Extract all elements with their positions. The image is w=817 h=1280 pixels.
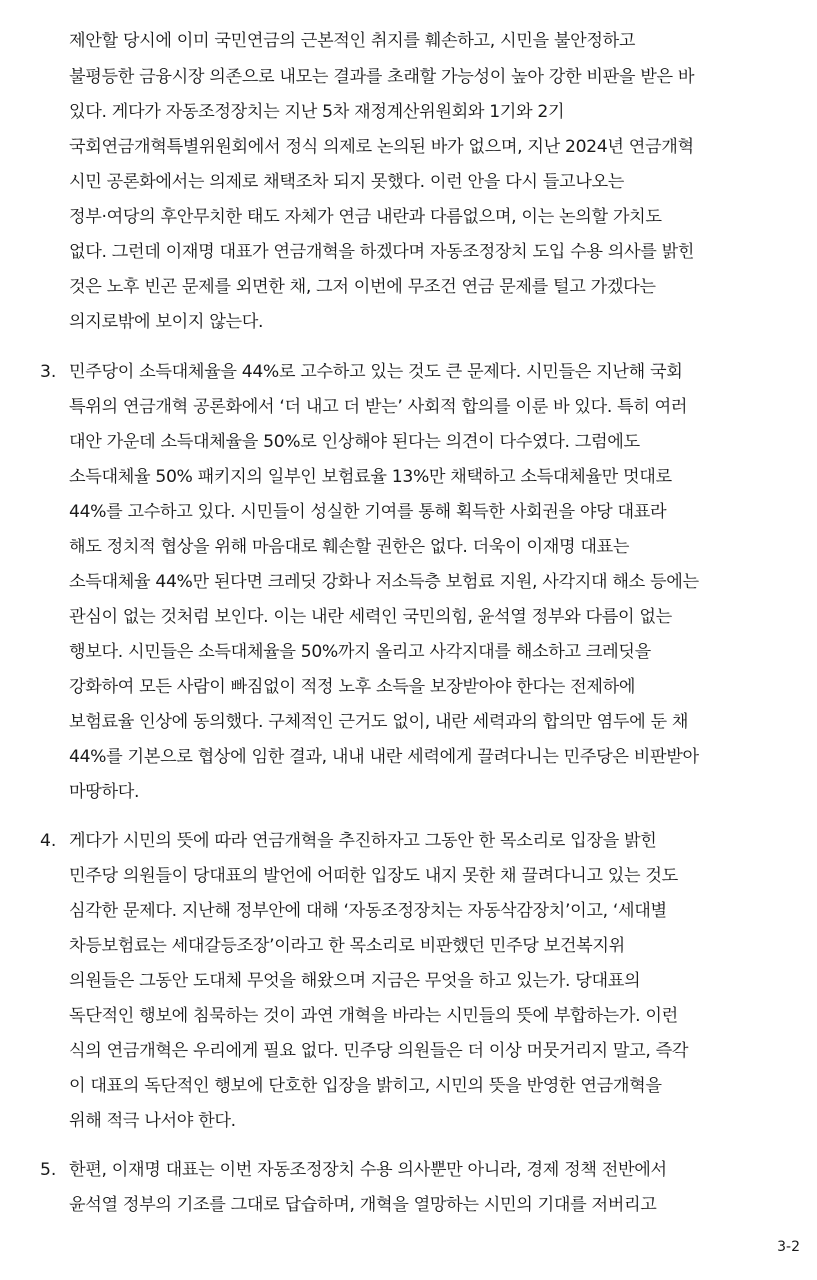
text-line: 민주당이 소득대체율을 44%로 고수하고 있는 것도 큰 문제다. 시민들은 지난해 국회 (69, 362, 683, 382)
item-number: 5. (40, 1160, 57, 1180)
text-line: 없다. 그런데 이재명 대표가 연금개혁을 하겠다며 자동조정장치 도입 수용 의사를 밝힌 (69, 242, 695, 262)
text-line: 소득대체율 44%만 된다면 크레딧 강화나 저소득층 보험료 지원, 사각지대 해소 등에는 (69, 572, 699, 592)
text-line: 국회연금개혁특별위원회에서 정식 의제로 논의된 바가 없으며, 지난 2024년 연금개혁 (69, 137, 694, 157)
text-line: 행보다. 시민들은 소득대체율을 50%까지 올리고 사각지대를 해소하고 크레딧을 (69, 642, 651, 662)
text-line: 민주당 의원들이 당대표의 발언에 어떠한 입장도 내지 못한 채 끌려다니고 있는 것도 (69, 866, 678, 886)
text-line: 심각한 문제다. 지난해 정부안에 대해 ‘자동조정장치는 자동삭감장치’이고, ‘세대별 (69, 901, 667, 921)
text-line: 식의 연금개혁은 우리에게 필요 없다. 민주당 의원들은 더 이상 머뭇거리지 말고, 즉각 (69, 1041, 689, 1061)
text-line: 있다. 게다가 자동조정장치는 지난 5차 재정계산위원회와 1기와 2기 (69, 102, 565, 122)
text-line: 것은 노후 빈곤 문제를 외면한 채, 그저 이번에 무조건 연금 문제를 털고 가겠다는 (69, 277, 656, 297)
text-line: 관심이 없는 것처럼 보인다. 이는 내란 세력인 국민의힘, 윤석열 정부와 다름이 없는 (69, 607, 672, 627)
item-number: 3. (40, 362, 57, 382)
text-line: 한편, 이재명 대표는 이번 자동조정장치 수용 의사뿐만 아니라, 경제 정책 전반에서 (69, 1160, 667, 1180)
text-line: 제안할 당시에 이미 국민연금의 근본적인 취지를 훼손하고, 시민을 불안정하고 (69, 31, 636, 51)
page-number: 3-2 (777, 1239, 800, 1255)
text-line: 위해 적극 나서야 한다. (69, 1111, 236, 1131)
text-line: 대안 가운데 소득대체율을 50%로 인상해야 된다는 의견이 다수였다. 그럼에도 (69, 432, 640, 452)
text-line: 게다가 시민의 뜻에 따라 연금개혁을 추진하자고 그동안 한 목소리로 입장을 밝힌 (69, 831, 657, 851)
text-line: 시민 공론화에서는 의제로 채택조차 되지 못했다. 이런 안을 다시 들고나오는 (69, 172, 624, 192)
text-line: 보험료율 인상에 동의했다. 구체적인 근거도 없이, 내란 세력과의 합의만 염두에 둔 채 (69, 712, 689, 732)
text-line: 이 대표의 독단적인 행보에 단호한 입장을 밝히고, 시민의 뜻을 반영한 연금개혁을 (69, 1076, 662, 1096)
text-line: 44%를 기본으로 협상에 임한 결과, 내내 내란 세력에게 끌려다니는 민주당은 비판받아 (69, 747, 699, 767)
text-line: 소득대체율 50% 패키지의 일부인 보험료율 13%만 채택하고 소득대체율만 멋대로 (69, 467, 672, 487)
text-line: 윤석열 정부의 기조를 그대로 답습하며, 개혁을 열망하는 시민의 기대를 저버리고 (69, 1195, 657, 1215)
text-line: 불평등한 금융시장 의존으로 내모는 결과를 초래할 가능성이 높아 강한 비판을 받은 바 (69, 67, 695, 87)
text-line: 마땅하다. (69, 782, 140, 802)
item-number: 4. (40, 831, 57, 851)
text-line: 독단적인 행보에 침묵하는 것이 과연 개혁을 바라는 시민들의 뜻에 부합하는가. 이런 (69, 1006, 678, 1026)
text-line: 해도 정치적 협상을 위해 마음대로 훼손할 권한은 없다. 더욱이 이재명 대표는 (69, 537, 630, 557)
text-line: 정부·여당의 후안무치한 태도 자체가 연금 내란과 다름없으며, 이는 논의할 가치도 (69, 207, 662, 227)
text-line: 의원들은 그동안 도대체 무엇을 해왔으며 지금은 무엇을 하고 있는가. 당대표의 (69, 971, 641, 991)
text-line: 특위의 연금개혁 공론화에서 ‘더 내고 더 받는’ 사회적 합의를 이룬 바 있다. 특히 여러 (69, 397, 688, 417)
text-line: 강화하여 모든 사람이 빠짐없이 적정 노후 소득을 보장받아야 한다는 전제하에 (69, 677, 636, 697)
text-line: 차등보험료는 세대갈등조장’이라고 한 목소리로 비판했던 민주당 보건복지위 (69, 936, 625, 956)
text-line: 44%를 고수하고 있다. 시민들이 성실한 기여를 통해 획득한 사회권을 야당 대표라 (69, 502, 667, 522)
text-line: 의지로밖에 보이지 않는다. (69, 312, 264, 332)
